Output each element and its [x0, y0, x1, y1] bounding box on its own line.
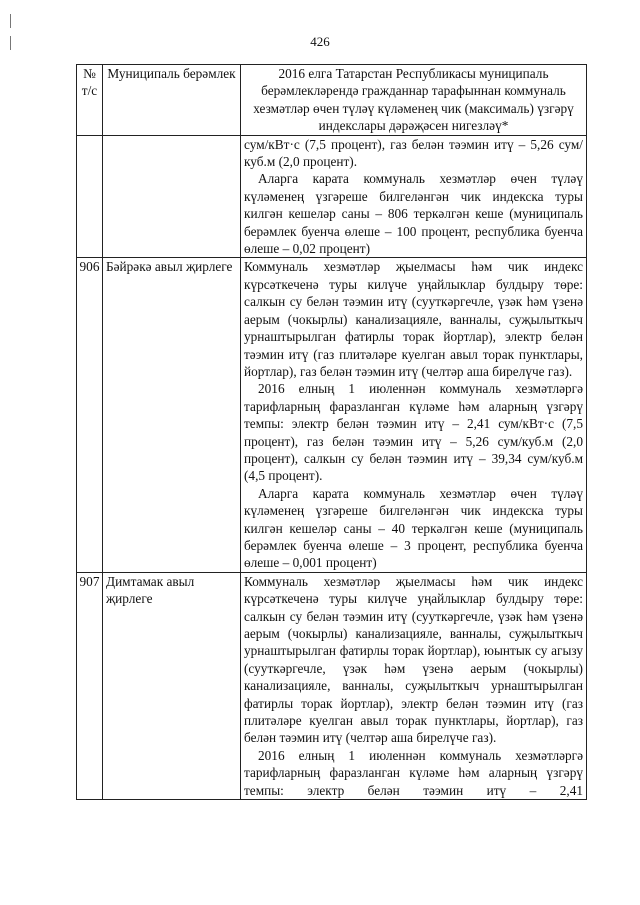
row-num: [77, 135, 103, 258]
row-description: [241, 258, 587, 572]
row-municipality: Бәйрәкә авыл җирлеге: [103, 258, 241, 572]
paragraph: Аларга карата коммуналь хезмәтләр өчен түләү күләменең үзгәреше билгеләнгән чик индекска туры килгән кешеләр саны – 40 теркәлгән кеше (муниципаль берәмлек буенча өлеше – 3 процент, республика буенча өлеше – 0,001 процент): [244, 485, 583, 571]
paragraph: 2016 елның 1 июленнән коммуналь хезмәтләргә тарифларның фаразланган күләме һәм аларның үзгәрү темпы: электр белән тәэмин итү – 2,41: [244, 747, 583, 798]
paragraph: сум/кВт·с (7,5 процент), газ белән тәэмин итү – 5,26 сум/куб.м (2,0 процент).: [244, 136, 583, 170]
table-header-row: [77, 65, 587, 136]
paragraph: 2016 елның 1 июленнән коммуналь хезмәтләргә тарифларның фаразланган күләме һәм аларның үзгәрү темпы: электр белән тәэмин итү – 2,41 сум/кВт·с (7,5 процент), газ белән тәэмин итү – 5,26 сум/куб.м (2,0 процент), салкын су белән тәэмин итү – 39,34 сум/куб.м (4,5 процент).: [244, 381, 583, 484]
table-row: [77, 258, 587, 572]
paragraph: Коммуналь хезмәтләр җыелмасы һәм чик индекс күрсәткеченә туры килүче уңайлыклар булдыру төре: салкын су белән тәэмин итү (сууткәргечле, үзәк һәм үзенә аерым (чокырлы) канализацияле, ванналы, суҗылыткыч урнаштырылган фатирлы торак йортлар), электр белән тәэмин итү (газ плитәләре куелган авыл торак пунктлары, йортлар), газ белән тәэмин итү (челтәр аша бирелүче газ).: [244, 259, 583, 379]
municipal-tariff-table: [76, 64, 587, 800]
table-row: [77, 572, 587, 799]
paragraph: Коммуналь хезмәтләр җыелмасы һәм чик индекс күрсәткеченә туры килүче уңайлыклар булдыру төре: салкын су белән тәэмин итү (сууткәргечле, үзәк һәм үзенә аерым (чокырлы) канализацияле, ванналы, суҗылыткыч урнаштырылган фатирлы торак йортлар), юынтык су агызу (сууткәргечле, үзәк һәм үзенә аерым (чокырлы) канализацияле, ванналы, суҗылыткыч урнаштырылган фатирлы торак йортлар), электр белән тәэмин итү (газ плитәләре куелган авыл торак пунктлары, йортлар), газ белән тәэмин итү (челтәр аша бирелүче газ).: [244, 573, 583, 746]
table-row-continuation: [77, 135, 587, 258]
header-description: 2016 елга Татарстан Республикасы муниципаль берәмлекләрендә гражданнар тарафыннан коммуналь хезмәтләр өчен түләү күләменең чик (максималь) үзгәрү индекслары дәрәҗәсен нигезләү*: [241, 65, 587, 136]
header-num: № т/с: [77, 65, 103, 136]
row-num: 906: [77, 258, 103, 572]
header-municipality: Муниципаль берәмлек: [103, 65, 241, 136]
row-municipality: Димтамак авыл җирлеге: [103, 572, 241, 799]
page-number: 426: [310, 34, 330, 49]
row-description: [241, 572, 587, 799]
row-num: 907: [77, 572, 103, 799]
row-description: [241, 135, 587, 258]
row-municipality: [103, 135, 241, 258]
paragraph: Аларга карата коммуналь хезмәтләр өчен түләү күләменең үзгәреше билгеләнгән чик индекска туры килгән кешеләр саны – 806 теркәлгән кеше (муниципаль берәмлек буенча өлеше – 100 процент, республика буенча өлеше – 0,02 процент): [244, 171, 583, 257]
